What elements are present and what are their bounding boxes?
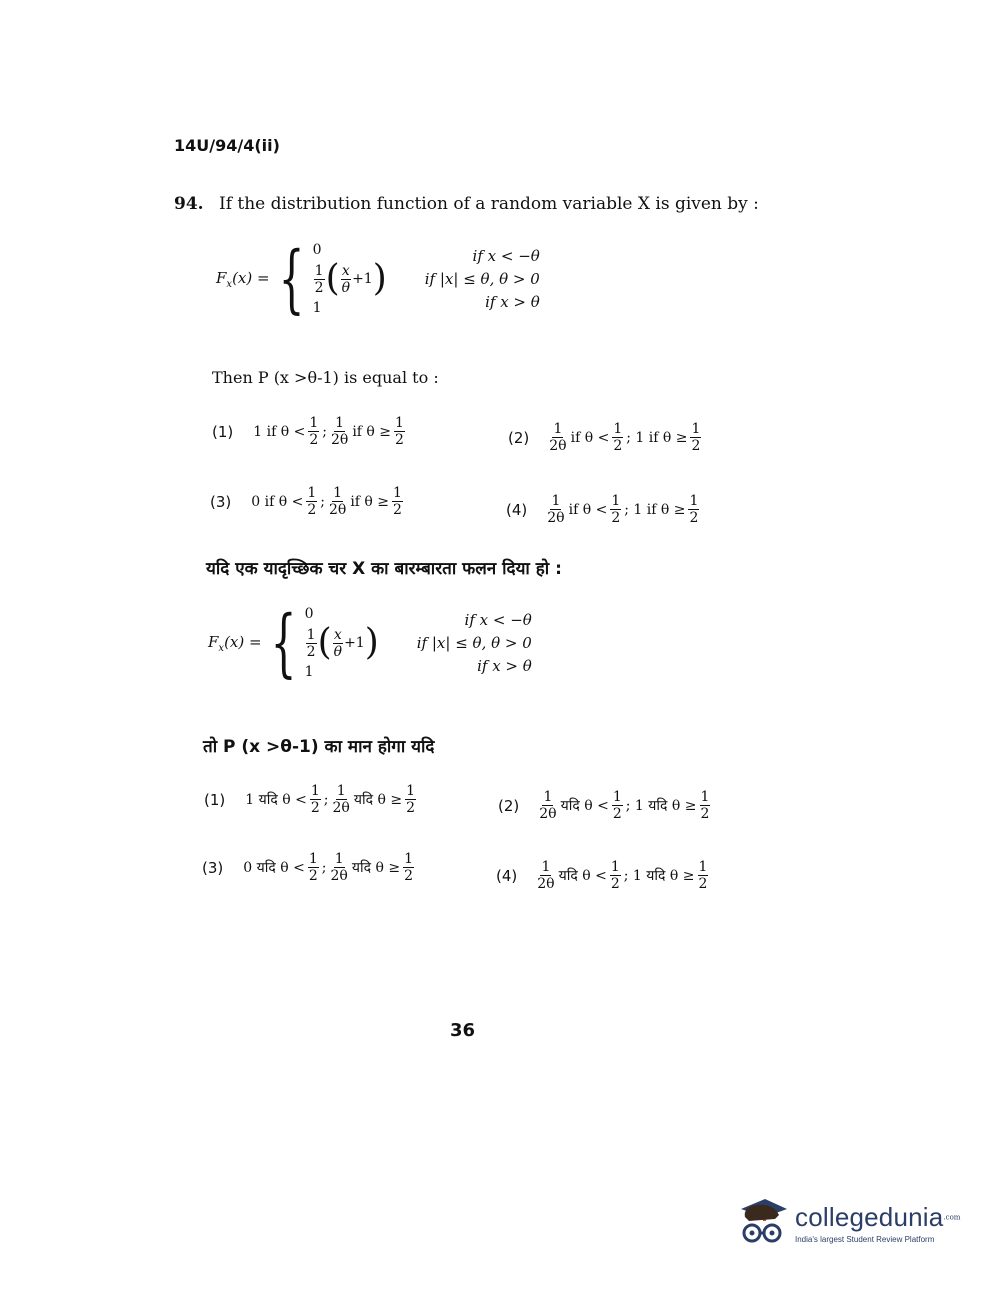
question-text: If the distribution function of a random variable X is given by : [218,194,759,214]
case-value: 1 [312,300,322,316]
case-value-mid: $\frac{1}{2}$ ( $\frac{x}{\theta}$ +1 ) [314,258,387,299]
piecewise-function-hi [208,600,532,686]
option-2-en: (2) $\frac{1}{2\theta}$ if θ < $\frac{1}{2}$ ; 1 if θ ≥ $\frac{1}{2}$ [508,421,701,454]
question-text-hi: यदि एक यादृच्छिक चर X का बारम्बारता फलन दिया हो : [206,559,562,579]
option-3-hi: (3) 0 यदि θ < $\frac{1}{2}$ ; $\frac{1}{2\theta}$ यदि θ ≥ $\frac{1}{2}$ [202,851,414,884]
option-4-en: (4) $\frac{1}{2\theta}$ if θ < $\frac{1}{2}$ ; 1 if θ ≥ $\frac{1}{2}$ [506,493,699,526]
case-value: 0 [304,606,314,622]
logo-name: collegedunia [795,1202,944,1232]
case-value: 0 [312,242,322,258]
option-1-en: (1) 1 if θ < $\frac{1}{2}$ ; $\frac{1}{2\theta}$ if θ ≥ $\frac{1}{2}$ [212,415,404,448]
paper-code: 14U/94/4(ii) [174,136,280,155]
function-conditions: if x < −θ if |x| ≤ θ, θ > 0 if x > θ [424,247,540,311]
function-conditions: if x < −θ if |x| ≤ θ, θ > 0 if x > θ [416,611,532,675]
case-value-mid: $\frac{1}{2}$ ( $\frac{x}{\theta}$ +1 ) [306,622,379,663]
question-number: 94. [174,194,204,214]
function-label: $F_x(x)$ = [216,268,270,290]
left-brace: { [278,236,305,322]
then-text-en: Then P (x >θ-1) is equal to : [212,368,439,387]
logo-tagline: India's largest Student Review Platform [795,1235,935,1244]
logo-domain: .com [943,1213,961,1222]
case-value: 1 [304,664,314,680]
student-mascot-icon [735,1195,791,1251]
option-4-hi: (4) $\frac{1}{2\theta}$ यदि θ < $\frac{1}{2}$ ; 1 यदि θ ≥ $\frac{1}{2}$ [496,859,708,892]
question-94 [174,194,759,214]
then-text-hi: तो P (x >θ-1) का मान होगा यदि [203,737,435,757]
function-cases [305,606,379,680]
page-number: 36 [450,1020,476,1041]
piecewise-function-en [216,236,540,322]
function-label: $F_x(x)$ = [208,632,262,654]
collegedunia-logo [735,1195,960,1251]
option-2-hi: (2) $\frac{1}{2\theta}$ यदि θ < $\frac{1}{2}$ ; 1 यदि θ ≥ $\frac{1}{2}$ [498,789,710,822]
option-3-en: (3) 0 if θ < $\frac{1}{2}$ ; $\frac{1}{2\theta}$ if θ ≥ $\frac{1}{2}$ [210,485,402,518]
function-cases [313,242,387,316]
left-brace: { [270,600,297,686]
option-1-hi: (1) 1 यदि θ < $\frac{1}{2}$ ; $\frac{1}{2\theta}$ यदि θ ≥ $\frac{1}{2}$ [204,783,416,816]
